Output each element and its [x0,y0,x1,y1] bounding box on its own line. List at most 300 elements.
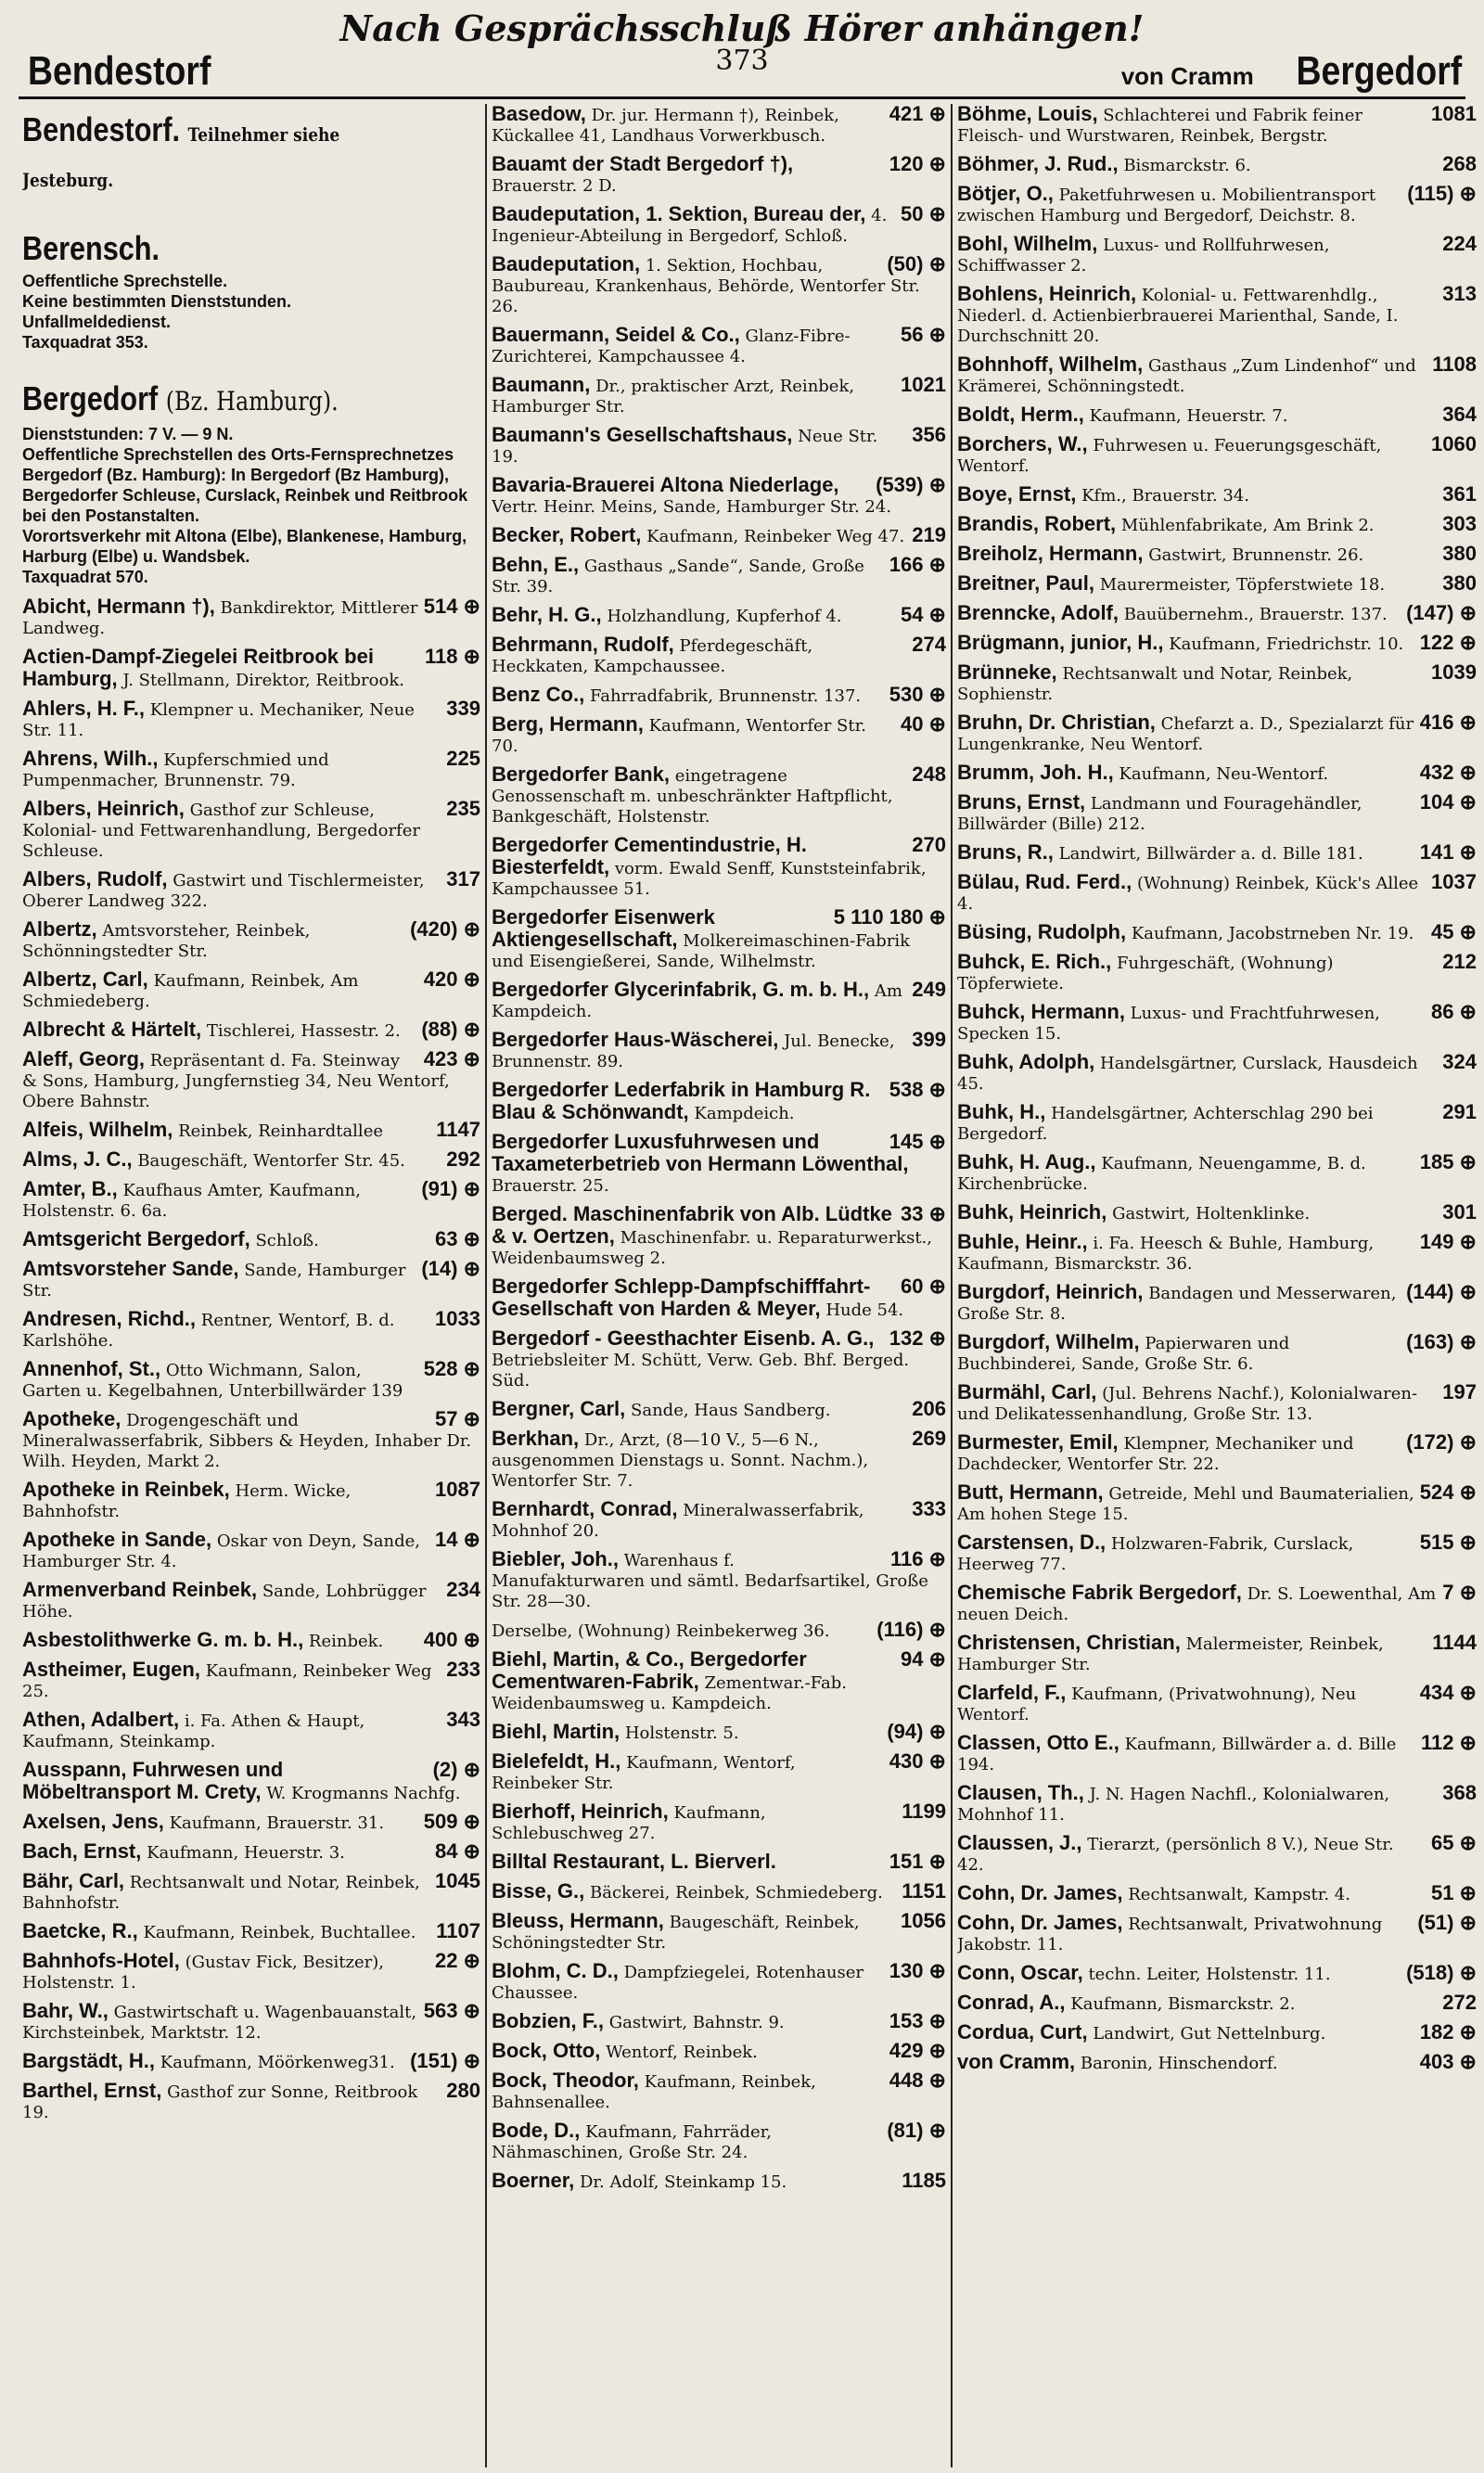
directory-entry [492,1132,946,1197]
subscriber-name: Ahlers, H. F., [22,697,146,720]
directory-entry [957,1152,1477,1195]
directory-entry [22,919,480,962]
directory-entry [957,1382,1477,1425]
phone-number: 380 [1442,571,1477,595]
directory-entry [957,354,1477,397]
subscriber-name: Brumm, Joh. H., [957,761,1114,784]
subscriber-name: Bergedorfer Glycerinfabrik, G. m. b. H., [492,978,870,1001]
phone-number: 364 [1442,403,1477,426]
phone-number: 399 [912,1028,946,1051]
subscriber-name: Clarfeld, F., [957,1681,1067,1704]
subscriber-details: Rentner, Wentorf, B. d. Karlshöhe. [22,1311,395,1351]
subscriber-name: Classen, Otto E., [957,1731,1119,1754]
subscriber-details: Mineralwasserfabrik, Mohnhof 20. [492,1501,864,1541]
phone-number: 274 [912,633,946,656]
subscriber-details: Kaufmann, Heuerstr. 3. [147,1843,345,1863]
directory-entry [957,154,1477,176]
directory-entry [957,1482,1477,1525]
subscriber-name: Buhle, Heinr., [957,1230,1088,1253]
phone-number: 303 [1442,512,1477,535]
phone-number: (91) ⊕ [421,1177,480,1200]
phone-number: 40 ⊕ [900,712,946,736]
directory-entry [22,596,480,639]
directory-entry [957,2052,1477,2074]
subscriber-details: Kaufmann, Wentorfer Str. 70. [492,716,866,756]
subscriber-name: Baumann's Gesellschaftshaus, [492,423,793,446]
phone-number: (151) ⊕ [410,2049,480,2072]
phone-number: 301 [1442,1200,1477,1224]
directory-entry [22,1921,480,1943]
subscriber-name: Bergner, Carl, [492,1397,626,1420]
subscriber-details: Baugeschäft, Wentorfer Str. 45. [137,1151,405,1171]
directory-entry [492,525,946,547]
header-left-keyword: Bendestorf [28,48,211,94]
phone-number: 1033 [435,1307,480,1330]
subscriber-details: Mühlenfabrikate, Am Brink 2. [1120,516,1375,535]
subscriber-details: Sande, Haus Sandberg. [631,1401,831,1420]
directory-entry [957,1432,1477,1475]
phone-number: 166 ⊕ [889,553,946,576]
subscriber-details: Gasthof zur Sonne, Reitbrook 19. [22,2082,418,2122]
subscriber-details: Gastwirt, Bahnstr. 9. [608,2013,785,2032]
directory-entry [492,1549,946,1612]
phone-number: (94) ⊕ [887,1720,946,1743]
subscriber-details: Kampdeich. [694,1104,795,1123]
directory-entry [957,1232,1477,1275]
phone-number: 45 ⊕ [1430,920,1477,943]
directory-entry [22,1812,480,1834]
phone-number: 1151 [902,1879,946,1903]
phone-number: (51) ⊕ [1417,1911,1477,1934]
subscriber-details: Drogengeschäft und Mineralwasserfabrik, Sibbers & Heyden, Inhaber Dr. Wilh. Heyden, Markt 2. [22,1411,472,1471]
directory-entry [22,749,480,791]
subscriber-details: Dr., praktischer Arzt, Reinbek, Hamburger Str. [492,377,855,416]
directory-entry [492,1276,946,1321]
subscriber-details: techn. Leiter, Holstenstr. 11. [1088,1965,1331,1984]
entry-list [492,104,946,2193]
subscriber-name: Buhck, E. Rich., [957,950,1112,973]
directory-entry [22,1179,480,1222]
directory-entry [492,555,946,597]
subscriber-name: Axelsen, Jens, [22,1810,164,1833]
directory-entry [957,514,1477,536]
subscriber-name: Biebler, Joh., [492,1547,619,1570]
subscriber-name: Bleuss, Hermann, [492,1909,664,1932]
directory-entry [22,1019,480,1042]
phone-number: 197 [1442,1380,1477,1403]
directory-entry [492,1620,946,1642]
directory-entry [492,714,946,757]
subscriber-details: Kaufmann, Friedrichstr. 10. [1169,634,1404,654]
subscriber-details: Reinbek. [308,1632,384,1651]
subscriber-name: Blohm, C. D., [492,1959,619,1982]
subscriber-details: Landmann und Fouragehändler, Billwärder (Bille) 212. [957,794,1362,834]
phone-number: (163) ⊕ [1406,1330,1477,1353]
subscriber-name: Bock, Theodor, [492,2069,639,2092]
header-right-big: Bergedorf [1296,48,1462,94]
subscriber-details: Oskar von Deyn, Sande, Hamburger Str. 4. [22,1531,421,1571]
directory-entry [492,1751,946,1794]
subscriber-name: Benz Co., [492,683,585,706]
subscriber-name: Apotheke in Reinbek, [22,1478,230,1501]
directory-entry [492,907,946,972]
subscriber-details: Brauerstr. 25. [492,1176,609,1196]
subscriber-details: Bankdirektor, Mittlerer Landweg. [22,598,418,638]
subscriber-details: 4. Ingenieur-Abteilung in Bergedorf, Schloß. [492,206,888,246]
subscriber-name: Burmähl, Carl, [957,1380,1097,1403]
directory-entry [492,204,946,247]
subscriber-name: Bergedorfer Cementindustrie, H. Biesterfeldt, [492,833,807,878]
phone-number: 153 ⊕ [889,2009,946,2032]
phone-number: 448 ⊕ [889,2069,946,2092]
subscriber-name: Berged. Maschinenfabrik von Alb. Lüdtke & v. Oertzen, [492,1202,892,1248]
directory-entry [492,325,946,367]
subscriber-name: Bohl, Wilhelm, [957,232,1098,255]
subscriber-name: Barthel, Ernst, [22,2079,162,2102]
directory-entry [22,1630,480,1652]
phone-number: (50) ⊕ [887,252,946,275]
subscriber-details: Wentorf, Reinbek. [606,2043,758,2062]
subscriber-name: Cohn, Dr. James, [957,1911,1123,1934]
phone-number: 434 ⊕ [1419,1681,1477,1704]
directory-entry [957,872,1477,915]
subscriber-details: Kaufmann, Reinbek, Bahnsenallee. [492,2072,816,2112]
phone-number: 356 [912,423,946,446]
subscriber-name: Albertz, Carl, [22,967,148,991]
phone-number: 86 ⊕ [1430,1000,1477,1023]
subscriber-details: Gastwirt, Holtenklinke. [1112,1204,1311,1224]
directory-entry [957,662,1477,705]
directory-entry [492,1499,946,1542]
phone-number: 509 ⊕ [423,1810,480,1833]
subscriber-name: Baetcke, R., [22,1919,138,1942]
subscriber-name: Baudeputation, 1. Sektion, Bureau der, [492,202,866,225]
subscriber-name: Biehl, Martin, [492,1720,620,1743]
subscriber-details: Dampfziegelei, Rotenhauser Chaussee. [492,1963,864,2003]
phone-number: 50 ⊕ [900,202,946,225]
phone-number: 563 ⊕ [423,1999,480,2022]
subscriber-name: Brandis, Robert, [957,512,1117,535]
subscriber-name: Buhk, Adolph, [957,1050,1095,1073]
directory-entry [957,1332,1477,1375]
directory-entry [22,1710,480,1752]
subscriber-name: Asbestolithwerke G. m. b. H., [22,1628,304,1651]
phone-number: 225 [446,747,480,770]
directory-entry [957,842,1477,865]
subscriber-details: J. N. Hagen Nachfl., Kolonialwaren, Mohnhof 11. [957,1785,1390,1825]
subscriber-details: Holstenstr. 5. [624,1723,739,1743]
directory-entry [957,484,1477,506]
subscriber-details: Kaufmann, Neu-Wentorf. [1119,764,1329,784]
subscriber-details: Kupferschmied und Pumpenmacher, Brunnenstr. 79. [22,750,329,790]
subscriber-name: Bähr, Carl, [22,1869,125,1892]
subscriber-details: J. Stellmann, Direktor, Reitbrook. [122,671,404,690]
phone-number: 60 ⊕ [900,1275,946,1298]
directory-entry [957,1733,1477,1775]
subscriber-details: Chefarzt a. D., Spezialarzt für Lungenkranke, Neu Wentorf. [957,714,1414,754]
subscriber-name: Bergedorfer Lederfabrik in Hamburg R. Blau & Schönwandt, [492,1078,871,1123]
phone-number: (115) ⊕ [1407,182,1477,205]
subscriber-details: Kaufmann, Billwärder a. d. Bille 194. [957,1735,1397,1775]
subscriber-details: i. Fa. Athen & Haupt, Kaufmann, Steinkamp. [22,1711,365,1751]
directory-entry [957,434,1477,477]
subscriber-details: Handelsgärtner, Curslack, Hausdeich 45. [957,1054,1418,1094]
phone-number: 429 ⊕ [889,2039,946,2062]
directory-entry [22,969,480,1012]
directory-entry [492,1204,946,1269]
subscriber-details: Dr. S. Loewenthal, Am neuen Deich. [957,1584,1437,1624]
phone-number: 343 [446,1708,480,1731]
directory-entry [957,792,1477,835]
phone-number: 268 [1442,152,1477,175]
directory-entry [957,1633,1477,1675]
column-3 [957,104,1477,2467]
subscriber-details: Brauerstr. 2 D. [492,176,617,196]
subscriber-name: Claussen, J., [957,1831,1082,1854]
subscriber-details: Rechtsanwalt und Notar, Reinbek, Sophienstr. [957,664,1353,704]
subscriber-name: Annenhof, St., [22,1357,161,1380]
directory-entry [957,1532,1477,1575]
phone-number: 206 [912,1397,946,1420]
phone-number: 33 ⊕ [900,1202,946,1225]
directory-entry [492,1080,946,1124]
subscriber-name: Buhck, Hermann, [957,1000,1125,1023]
subscriber-details: Papierwaren und Buchbinderei, Sande, Große Str. 6. [957,1334,1290,1374]
subscriber-name: Amter, B., [22,1177,118,1200]
subscriber-details: Otto Wichmann, Salon, Garten u. Kegelbahnen, Unterbillwärder 139 [22,1361,403,1401]
directory-entry [957,544,1477,566]
phone-number: 324 [1442,1050,1477,1073]
directory-entry [957,404,1477,427]
directory-entry [957,1002,1477,1044]
berensch-lines: Oeffentliche Sprechstelle. Keine bestimmten Dienststunden. Unfallmeldedienst. Taxquadrat 353. [22,272,292,352]
column-1 [22,104,480,2467]
town-heading: Berensch. [22,229,160,267]
subscriber-name: Alfeis, Wilhelm, [22,1118,173,1141]
subscriber-details: Klempner, Mechaniker und Dachdecker, Wentorfer Str. 22. [957,1434,1354,1474]
subscriber-details: Schlachterei und Fabrik feiner Fleisch- und Wurstwaren, Reinbek, Bergstr. [957,106,1362,146]
subscriber-name: Brenncke, Adolf, [957,601,1119,624]
directory-entry [492,605,946,627]
directory-entry [492,475,946,518]
subscriber-details: Klempner u. Mechaniker, Neue Str. 11. [22,700,415,740]
phone-number: 430 ⊕ [889,1749,946,1773]
directory-entry [957,1833,1477,1876]
subscriber-details: Kaufmann, Fahrräder, Nähmaschinen, Große Str. 24. [492,2122,772,2162]
phone-number: 122 ⊕ [1419,631,1477,654]
directory-entry [22,2051,480,2073]
subscriber-name: Bode, D., [492,2119,581,2142]
directory-entry [22,1229,480,1251]
subscriber-name: Bauermann, Seidel & Co., [492,323,740,346]
subscriber-details: Bäckerei, Reinbek, Schmiedeberg. [590,1883,883,1903]
subscriber-details: Kaufmann, Bismarckstr. 2. [1070,1994,1296,2014]
phone-number: (539) ⊕ [876,473,946,496]
phone-number: (81) ⊕ [887,2119,946,2142]
subscriber-name: Bergedorf - Geesthachter Eisenb. A. G., [492,1326,875,1350]
subscriber-details: W. Krogmanns Nachfg. [266,1784,461,1803]
subscriber-name: Baudeputation, [492,252,641,275]
subscriber-details: Baronin, Hinschendorf. [1080,2054,1278,2073]
subscriber-details: Glanz-Fibre-Zurichterei, Kampchaussee 4. [492,327,851,366]
subscriber-name: Bülau, Rud. Ferd., [957,870,1132,893]
subscriber-name: Behr, H. G., [492,603,602,626]
phone-number: 400 ⊕ [423,1628,480,1651]
phone-number: 280 [446,2079,480,2102]
phone-number: 515 ⊕ [1419,1531,1477,1554]
subscriber-name: Bruns, Ernst, [957,790,1086,814]
subscriber-name: Baumann, [492,373,591,396]
subscriber-details: Rechtsanwalt, Privatwohnung Jakobstr. 11. [957,1915,1383,1954]
phone-number: 1039 [1431,660,1477,684]
page-number: 373 [715,45,769,77]
subscriber-details: Handelsgärtner, Achterschlag 290 bei Bergedorf. [957,1104,1374,1144]
subscriber-name: Amtsvorsteher Sande, [22,1257,239,1280]
phone-number: 14 ⊕ [434,1528,480,1551]
subscriber-details: Holzwaren-Fabrik, Curslack, Heerweg 77. [957,1534,1354,1574]
subscriber-details: Kaufmann, Reinbek, Buchtallee. [143,1923,416,1942]
subscriber-details: Holzhandlung, Kupferhof 4. [607,607,842,626]
phone-number: 269 [912,1427,946,1450]
directory-entry [492,1399,946,1421]
directory-entry [492,254,946,317]
subscriber-name: von Cramm, [957,2050,1076,2073]
subscriber-name: Burgdorf, Wilhelm, [957,1330,1140,1353]
subscriber-details: Rechtsanwalt, Kampstr. 4. [1128,1885,1350,1904]
directory-entry [22,1841,480,1864]
subscriber-name: Burmester, Emil, [957,1430,1119,1454]
subscriber-details: (Jul. Behrens Nachf.), Kolonialwaren- und Delikatessenhandlung, Große Str. 13. [957,1384,1418,1424]
subscriber-name: Bock, Otto, [492,2039,601,2062]
phone-number: 219 [912,523,946,546]
directory-entry [22,869,480,912]
directory-entry [22,1259,480,1301]
directory-entry [22,1309,480,1352]
directory-entry [957,184,1477,226]
phone-number: 1081 [1431,104,1477,125]
subscriber-name: Carstensen, D., [957,1531,1107,1554]
header-notice: Nach Gesprächsschluß Hörer anhängen! [339,7,1145,49]
subscriber-name: Astheimer, Eugen, [22,1658,200,1681]
directory-entry [492,1852,946,1874]
subscriber-name: Behn, E., [492,553,580,576]
phone-number: 234 [446,1578,480,1601]
subscriber-details: Getreide, Mehl und Baumaterialien, Am hohen Stege 15. [957,1484,1414,1524]
subscriber-details: Bandagen und Messerwaren, Große Str. 8. [957,1284,1397,1324]
subscriber-details: (Gustav Fick, Besitzer), Holstenstr. 1. [22,1953,384,1992]
subscriber-name: Becker, Robert, [492,523,642,546]
directory-entry [957,603,1477,625]
subscriber-name: Ausspann, Fuhrwesen und Möbeltransport M. Crety, [22,1758,284,1803]
directory-entry [957,1202,1477,1224]
subscriber-name: Bauamt der Stadt Bergedorf †), [492,152,794,175]
phone-number: 317 [446,867,480,891]
subscriber-details: Pferdegeschäft, Heckkaten, Kampchaussee. [492,636,813,676]
directory-entry [492,835,946,900]
subscriber-name: Bisse, G., [492,1879,585,1903]
subscriber-name: Bargstädt, H., [22,2049,156,2072]
phone-number: 248 [912,762,946,786]
subscriber-details: Rechtsanwalt und Notar, Reinbek, Bahnhofstr. [22,1873,420,1913]
subscriber-details: Kaufmann, Brauerstr. 31. [169,1813,385,1833]
directory-entry [957,712,1477,755]
directory-entry [22,1480,480,1522]
subscriber-name: Biehl, Martin, & Co., Bergedorfer Cementwaren-Fabrik, [492,1647,807,1693]
phone-number: 423 ⊕ [423,1047,480,1070]
directory-entry [957,104,1477,147]
subscriber-name: Clausen, Th., [957,1781,1084,1804]
column-divider [951,104,953,2467]
phone-number: 291 [1442,1100,1477,1123]
subscriber-name: Albertz, [22,917,97,941]
subscriber-details: (Wohnung) Reinbek, Kück's Allee 4. [957,874,1419,914]
subscriber-name: Borchers, W., [957,432,1088,455]
subscriber-name: Bavaria-Brauerei Altona Niederlage, [492,473,839,496]
subscriber-name: Conrad, A., [957,1991,1066,2014]
directory-entry [492,2070,946,2113]
directory-entry [492,1429,946,1492]
subscriber-details: Landwirt, Billwärder a. d. Bille 181. [1058,844,1363,864]
subscriber-details: Neue Str. 19. [492,427,878,467]
column-divider [485,104,487,2467]
subscriber-name: Billtal Restaurant, L. Bierverl. [492,1850,776,1873]
entry-list [22,596,480,2123]
subscriber-details: Zementwar.-Fab. Weidenbaumsweg u. Kampdeich. [492,1673,847,1713]
subscriber-name: Bernhardt, Conrad, [492,1497,678,1520]
subscriber-name: Basedow, [492,104,586,125]
phone-number: 151 ⊕ [889,1850,946,1873]
phone-number: 112 ⊕ [1420,1731,1477,1754]
phone-number: 104 ⊕ [1419,790,1477,814]
subscriber-name: Behrmann, Rudolf, [492,633,674,656]
subscriber-details: Kaufmann, Schlebuschweg 27. [492,1803,766,1843]
subscriber-details: Baugeschäft, Reinbek, Schöningstedter Str. [492,1913,860,1953]
subscriber-details: Kaufmann, (Privatwohnung), Neu Wentorf. [957,1685,1357,1724]
phone-number: 185 ⊕ [1419,1150,1477,1173]
subscriber-name: Albrecht & Härtelt, [22,1018,202,1041]
phone-number: 432 ⊕ [1419,761,1477,784]
directory-entry [492,2041,946,2063]
subscriber-details: Dr., Arzt, (8—10 V., 5—6 N., ausgenommen Dienstags u. Sonnt. Nachm.), Wentorfer Str. 7. [492,1430,869,1491]
subscriber-details: Bismarckstr. 6. [1123,156,1251,175]
subscriber-name: Boerner, [492,2169,575,2192]
subscriber-name: Bierhoff, Heinrich, [492,1800,669,1823]
subscriber-name: Breiholz, Hermann, [957,542,1144,565]
subscriber-name: Actien-Dampf-Ziegelei Reitbrook bei Hamburg, [22,645,374,690]
phone-number: 141 ⊕ [1419,840,1477,864]
directory-entry [957,1282,1477,1325]
phone-number: 1108 [1432,352,1477,376]
directory-entry [957,284,1477,347]
subscriber-details: Dr. jur. Hermann †), Reinbek, Kückallee 41, Landhaus Vorwerkbusch. [492,106,839,146]
phone-number: 361 [1442,482,1477,506]
subscriber-name: Buhk, H., [957,1100,1046,1123]
phone-number: 84 ⊕ [434,1839,480,1863]
phone-number: (2) ⊕ [432,1758,480,1781]
phone-number: 1045 [435,1869,480,1892]
directory-entry [22,1359,480,1402]
subscriber-details: Repräsentant d. Fa. Steinway & Sons, Hamburg, Jungfernstieg 34, Neu Wentorf, Obere Bahnstr. [22,1051,450,1111]
directory-entry [22,2081,480,2123]
phone-number: 233 [446,1658,480,1681]
directory-entry [492,375,946,417]
column-2 [492,104,946,2467]
phone-number: 5 110 180 ⊕ [833,905,946,929]
phone-number: 272 [1442,1991,1477,2014]
subscriber-name: Bohlens, Heinrich, [957,282,1137,305]
phone-number: 54 ⊕ [900,603,946,626]
subscriber-details: Hude 54. [825,1301,904,1320]
